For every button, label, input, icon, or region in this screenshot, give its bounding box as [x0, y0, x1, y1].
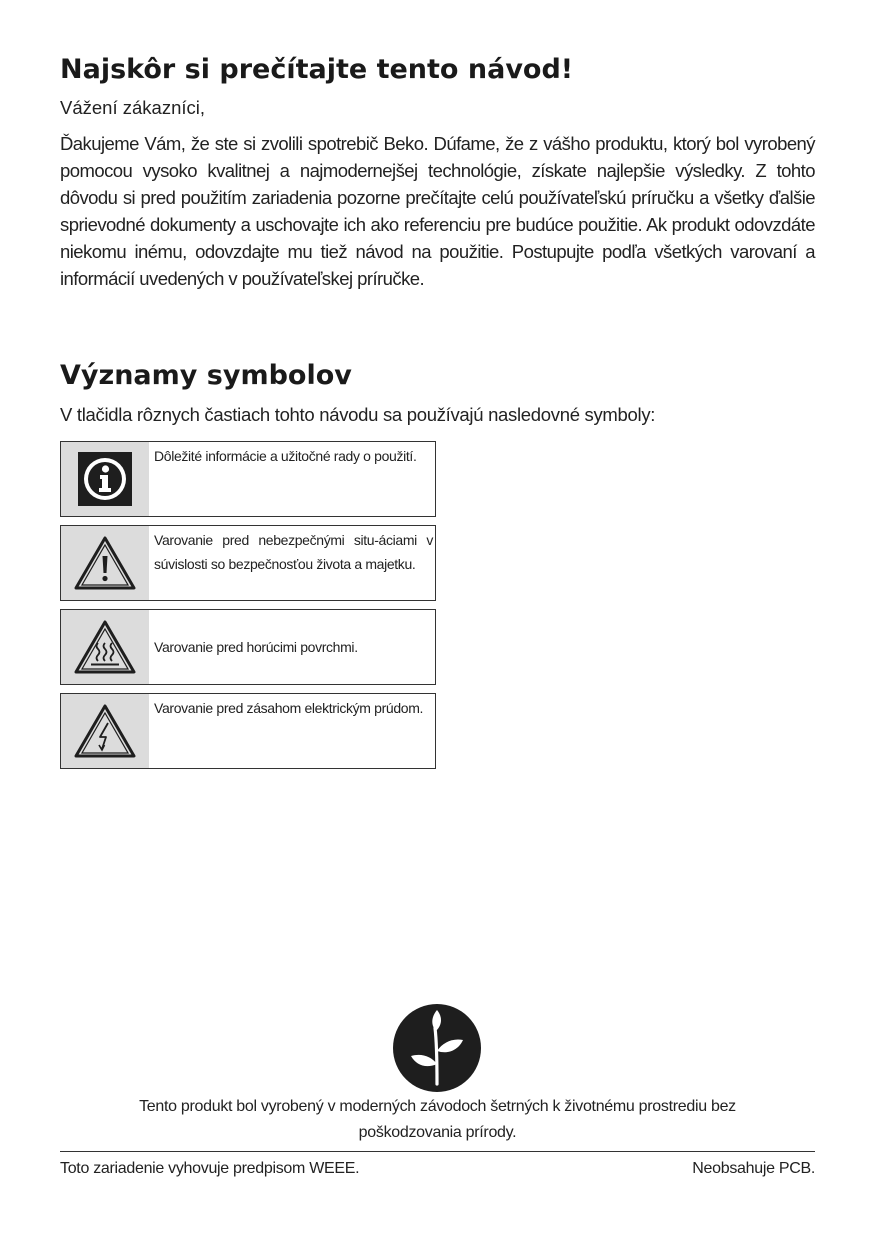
symbols-lead: V tlačidla rôznych častiach tohto návodu sa používajú nasledovné symboly:	[60, 404, 656, 425]
eco-note-line2: poškodzovania prírody.	[358, 1124, 517, 1141]
symbols-heading: Významy symbolov	[60, 360, 352, 391]
eco-note	[60, 1094, 815, 1146]
electric-shock-icon	[73, 702, 137, 760]
footer-pcb: Neobsahuje PCB.	[692, 1160, 815, 1177]
eco-note-line1: Tento produkt bol vyrobený v moderných závodoch šetrných k životnému prostrediu bez	[139, 1098, 736, 1115]
symbol-text-electric: Varovanie pred zásahom elektrickým prúdom.	[154, 700, 424, 716]
footer-weee: Toto zariadenie vyhovuje predpisom WEEE.	[60, 1160, 360, 1177]
symbol-row-electric	[60, 693, 436, 769]
footer-divider	[60, 1151, 815, 1152]
greeting: Vážení zákazníci,	[60, 97, 205, 118]
symbol-row-info	[60, 441, 436, 517]
symbol-text-info: Dôležité informácie a užitočné rady o použití.	[154, 448, 417, 464]
intro-paragraph: Ďakujeme Vám, že ste si zvolili spotrebič Beko. Dúfame, že z vášho produktu, ktorý bol vyrobený pomocou vysoko kvalitnej a najmodernejšej technológie, získate najlepšie výsledky. Z tohto dôvodu si pred použitím zariadenia pozorne prečítajte celú používateľskú príručku a všetky ďalšie sprievodné dokumenty a uschovajte ich ako referenciu pre budúce použitie. Ak produkt odovzdáte niekomu inému, odovzdajte mu tiež návod na použitie. Postupujte podľa všetkých varovaní a informácií uvedených v používateľskej príručke.	[60, 133, 815, 289]
info-icon	[76, 450, 134, 508]
eco-leaf-icon	[393, 1004, 481, 1092]
symbol-row-hot-surface	[60, 609, 436, 685]
symbol-text-warning: Varovanie pred nebezpečnými situ-áciami v súvislosti so bezpečnosťou života a majetku.	[154, 532, 433, 572]
symbol-text-hot-surface: Varovanie pred horúcimi povrchmi.	[154, 639, 358, 655]
read-first-heading: Najskôr si prečítajte tento návod!	[60, 54, 574, 85]
symbol-row-warning	[60, 525, 436, 601]
warning-icon	[73, 534, 137, 592]
hot-surface-icon	[73, 618, 137, 676]
